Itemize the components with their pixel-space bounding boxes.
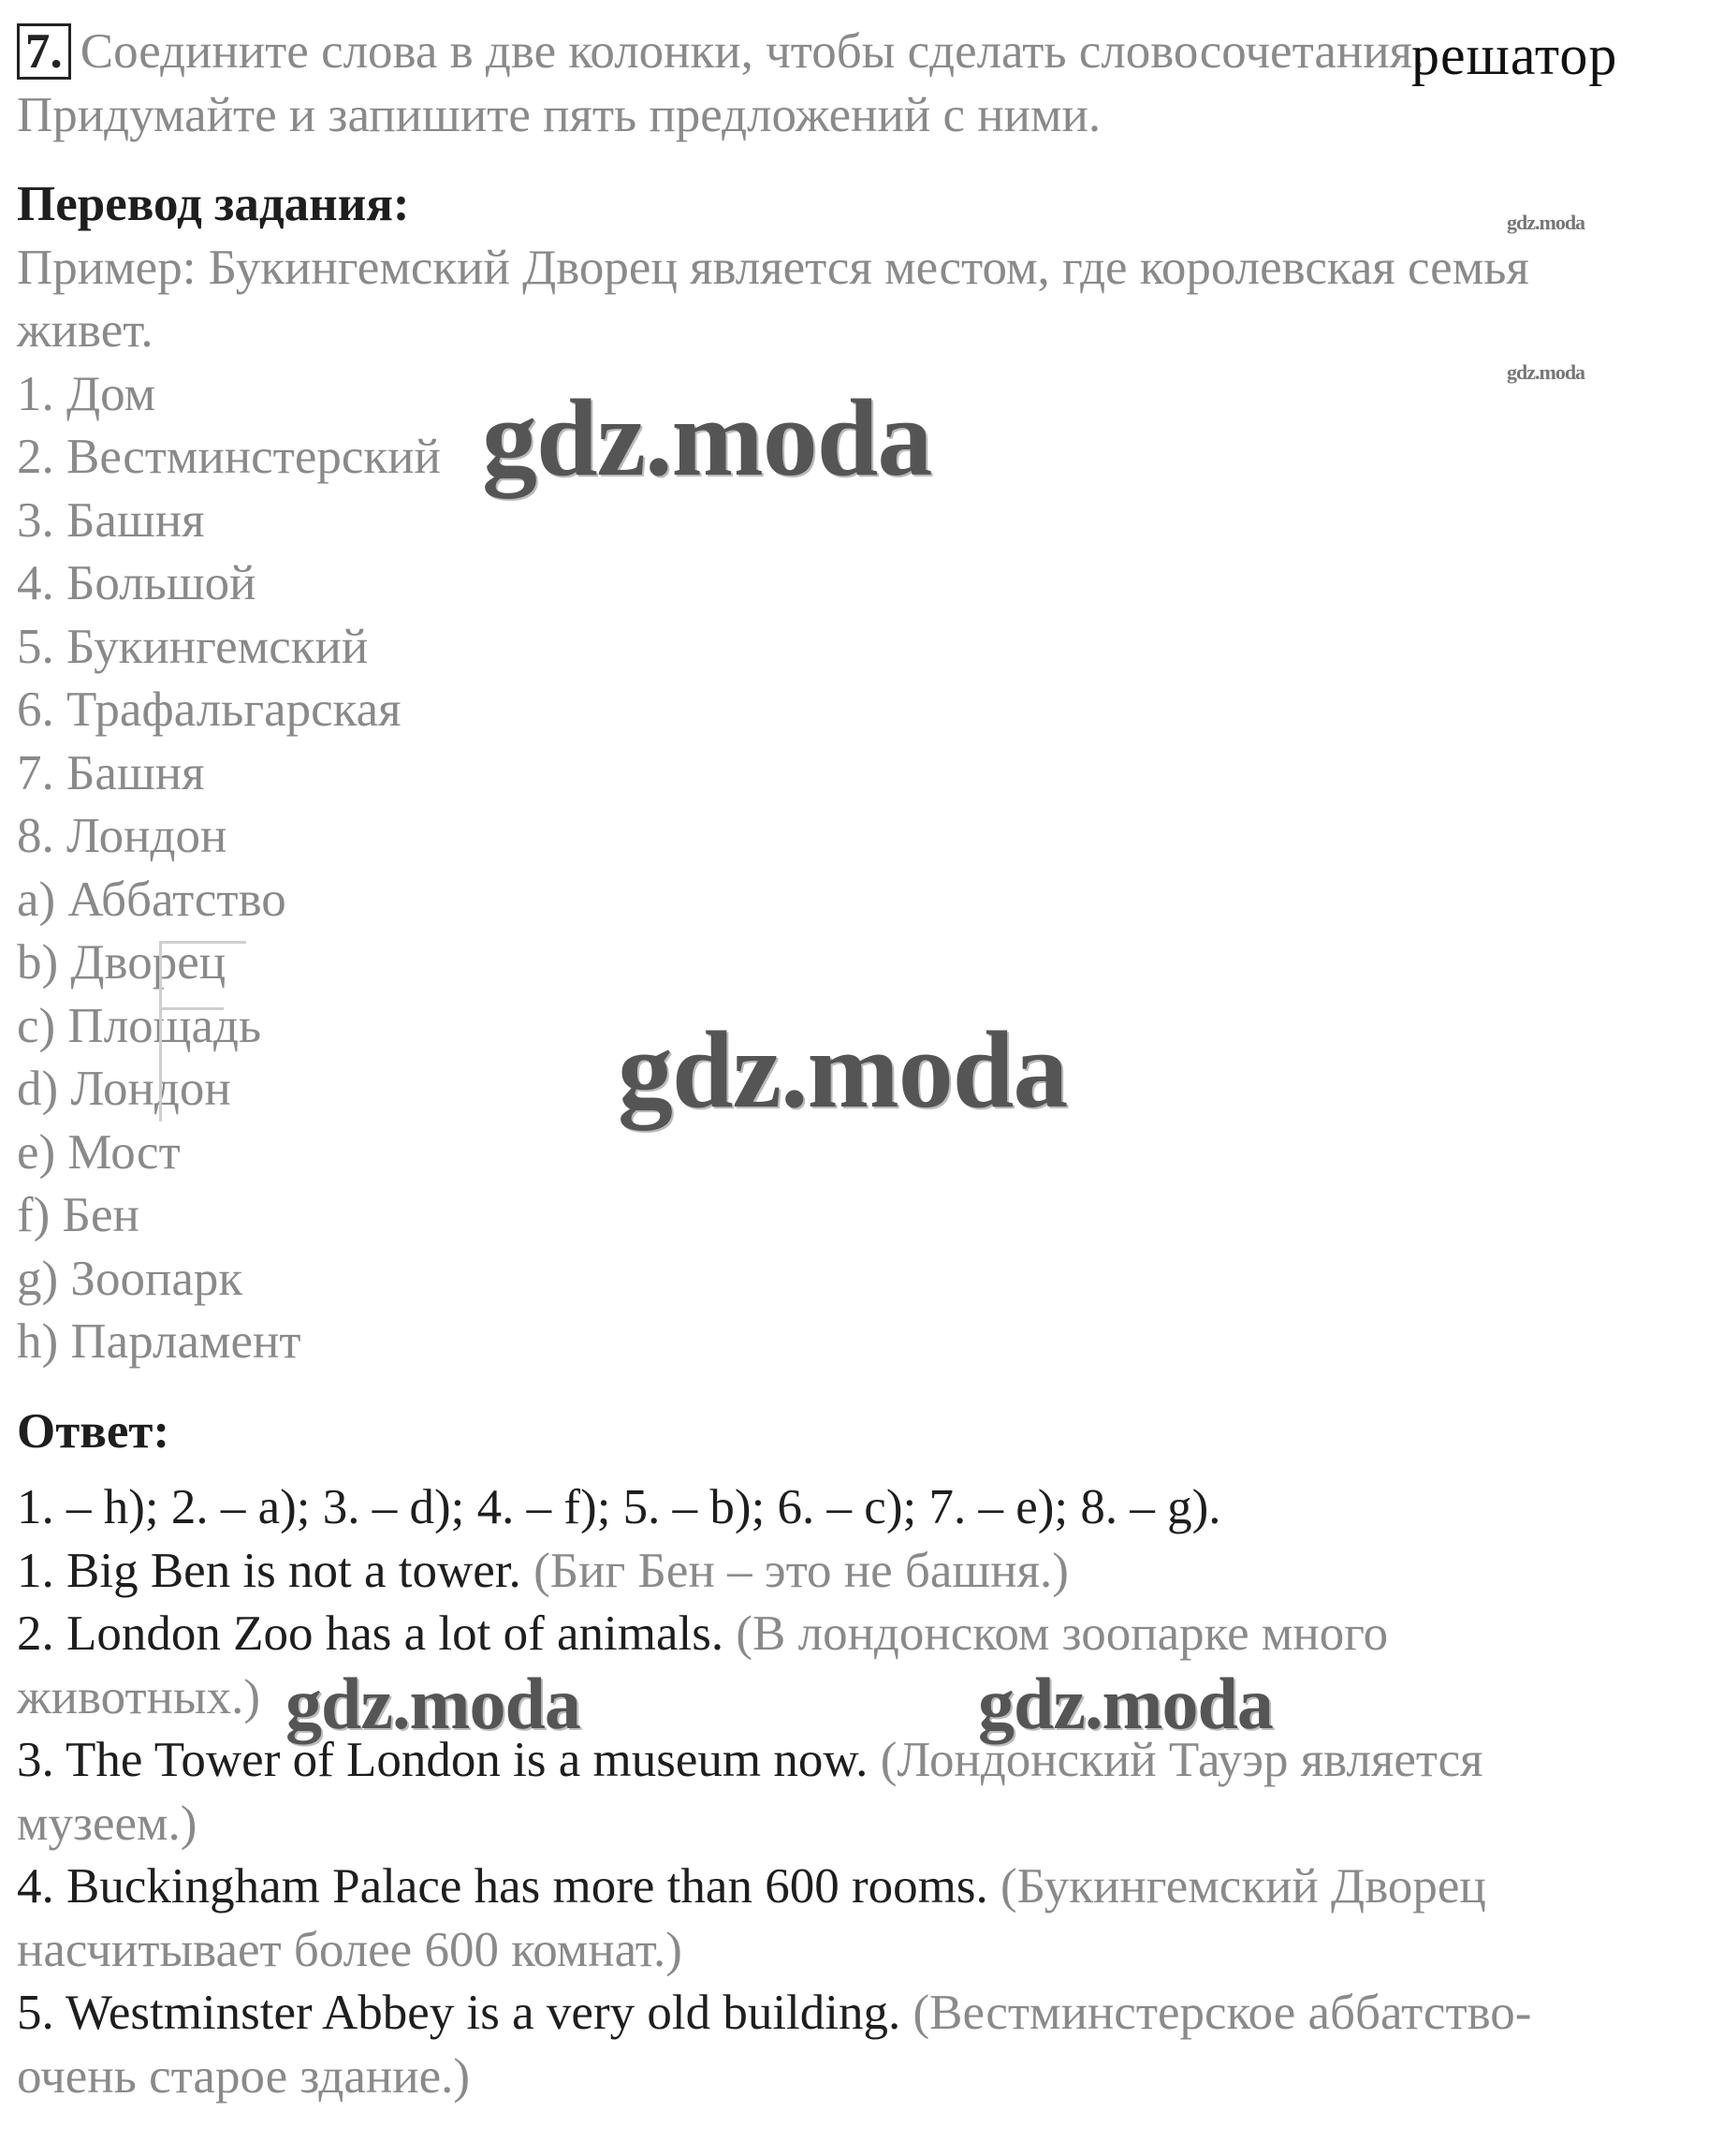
sentence-3-continued: музеем.)	[17, 1796, 197, 1851]
sentence-1	[17, 1540, 1701, 1604]
sentence-4-continued: насчитывает более 600 комнат.)	[17, 1922, 682, 1977]
list-item: f) Бен	[17, 1188, 139, 1242]
list-item: e) Мост	[17, 1124, 181, 1180]
watermark-logo: gdz.moda	[285, 1663, 580, 1744]
sentence-en: 4. Buckingham Palace has more than 600 rooms.	[17, 1859, 988, 1914]
watermark-logo: gdz.moda	[1507, 211, 1585, 234]
watermark-logo: gdz.moda	[482, 376, 932, 499]
sentence-en: 2. London Zoo has a lot of animals.	[17, 1606, 724, 1661]
example-line1: Пример: Букингемский Дворец является местом, где королевская семья	[17, 240, 1529, 295]
answer-heading: Ответ:	[17, 1403, 170, 1459]
sentence-en: 5. Westminster Abbey is a very old building.	[17, 1986, 901, 2040]
sentence-en: 3. The Tower of London is a museum now.	[17, 1733, 869, 1787]
list-item: h) Парламент	[17, 1314, 301, 1369]
list-item: 5. Букингемский	[17, 619, 369, 674]
answer-matches: 1. – h); 2. – a); 3. – d); 4. – f); 5. – b); 6. – c); 7. – e); 8. – g).	[17, 1480, 1221, 1534]
task-instruction-line2: Придумайте и запишите пять предложений с ними.	[17, 87, 1102, 142]
task-number: 7.	[17, 23, 71, 80]
list-item: g) Зоопарк	[17, 1251, 243, 1306]
sentence-ru: (Биг Бен – это не башня.)	[520, 1543, 1069, 1598]
translation-heading: Перевод задания:	[17, 177, 410, 231]
list-item: 7. Башня	[17, 745, 205, 800]
answer-sentences	[17, 1540, 1701, 2109]
list-item: c) Площадь	[17, 998, 262, 1053]
sentence-2	[17, 1603, 1701, 1666]
sentence-ru: (Букингемский Дворец	[987, 1859, 1486, 1914]
list-item: d) Лондон	[17, 1062, 231, 1116]
watermark-logo: gdz.moda	[978, 1663, 1273, 1744]
sentence-en: 1. Big Ben is not a tower.	[17, 1543, 521, 1598]
sentence-3	[17, 1729, 1701, 1793]
watermark-logo: gdz.moda	[618, 1008, 1068, 1131]
sentence-5-continued: очень старое здание.)	[17, 2048, 470, 2104]
sentence-5	[17, 1982, 1701, 2046]
list-item: 2. Вестминстерский	[17, 430, 441, 484]
sentence-4	[17, 1855, 1701, 1919]
task-instruction-line1: Соедините слова в две колонки, чтобы сделать словосочетания.	[80, 24, 1425, 79]
bracket-mark	[159, 941, 246, 1122]
watermark-logo: gdz.moda	[1507, 360, 1585, 384]
list-item: 1. Дом	[17, 366, 156, 421]
sentence-ru: (Вестминстерское аббатство-	[900, 1986, 1532, 2040]
sentence-ru: (В лондонском зоопарке много	[723, 1606, 1389, 1661]
list-item: b) Дворец	[17, 935, 226, 990]
list-item: a) Аббатство	[17, 872, 286, 927]
sentence-ru: (Лондонский Тауэр является	[868, 1733, 1483, 1787]
task-header	[17, 21, 1701, 84]
list-item: 8. Лондон	[17, 809, 227, 863]
list-item: 4. Большой	[17, 556, 256, 610]
example-line2: живет.	[17, 303, 153, 358]
list-item: 3. Башня	[17, 492, 205, 548]
sentence-2-continued: животных.)	[17, 1669, 260, 1724]
list-item: 6. Трафальгарская	[17, 682, 402, 737]
overlap-stamp-text: решатор	[1411, 24, 1618, 86]
